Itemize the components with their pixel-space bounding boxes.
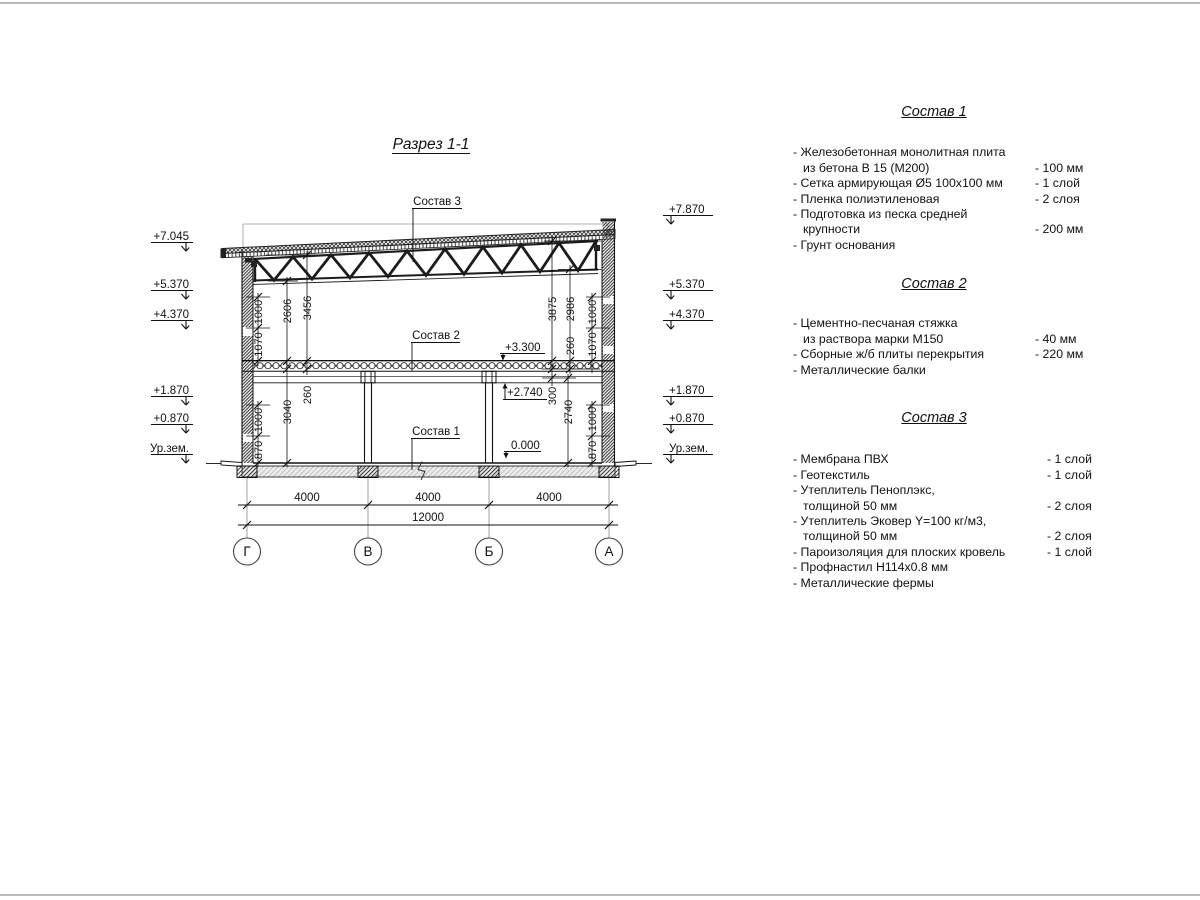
row-value: - 2 слоя xyxy=(1047,529,1092,544)
composition-row xyxy=(793,316,1111,331)
dim-left-lower-1000: 1000 xyxy=(253,407,265,433)
section-drawing xyxy=(0,0,770,600)
dim-left-lower-870: 870 xyxy=(253,440,265,460)
level-slab-top-text: +3.300 xyxy=(505,342,541,354)
composition-row xyxy=(793,576,1111,591)
composition-2-title: Состав 2 xyxy=(901,276,967,292)
row-value: - 1 слой xyxy=(1047,452,1092,467)
right-elevation-marks xyxy=(663,204,713,463)
left-wall xyxy=(242,249,253,466)
row-text: - Грунт основания xyxy=(793,237,896,252)
left-mark-4: +0.870 xyxy=(153,413,189,425)
row-text: крупности xyxy=(803,222,861,237)
composition-row xyxy=(793,499,1111,514)
right-mark-2: +4.370 xyxy=(669,309,705,321)
row-text: - Профнастил Н114х0.8 мм xyxy=(793,560,949,575)
composition-row xyxy=(793,332,1111,347)
row-text: - Утеплитель Пеноплэкс, xyxy=(793,483,935,498)
composition-row xyxy=(793,238,1111,253)
truss-bearing-right xyxy=(594,245,600,251)
dim-right-upper-3875: 3875 xyxy=(547,296,559,322)
composition-row xyxy=(793,161,1111,176)
axis-a: А xyxy=(604,544,614,559)
row-text: - Сборные ж/б плиты перекрытия xyxy=(793,347,985,362)
row-text: из раствора марки М150 xyxy=(803,331,944,346)
sostav3-callout xyxy=(412,196,462,262)
ground xyxy=(206,461,652,480)
left-mark-3: +1.870 xyxy=(153,385,189,397)
composition-1 xyxy=(793,105,1111,253)
truss-bearing-left xyxy=(251,261,257,267)
row-value: - 100 мм xyxy=(1035,160,1084,175)
dim-left-upper-3456: 3456 xyxy=(302,295,314,321)
beam-column-axis-v xyxy=(361,371,375,463)
bottom-dimensions xyxy=(238,478,618,538)
level-ceiling-text: +2.740 xyxy=(507,387,543,399)
dim-right-upper-1000: 1000 xyxy=(587,299,599,325)
dim-right-upper-1070: 1070 xyxy=(587,332,599,357)
row-text: - Мембрана ПВХ xyxy=(793,452,889,467)
axis-bubbles xyxy=(234,538,623,565)
dim-left-upper-1000: 1000 xyxy=(253,299,265,325)
row-text: - Цементно-песчаная стяжка xyxy=(793,316,958,331)
left-mark-2: +4.370 xyxy=(153,309,189,321)
row-text: толщиной 50 мм xyxy=(803,529,898,544)
dim-left-lower-260: 260 xyxy=(302,385,314,405)
dim-right-lower-300: 300 xyxy=(547,386,559,406)
roof-edge-cap xyxy=(221,248,227,258)
dim-right-lower-870: 870 xyxy=(587,440,599,460)
composition-row xyxy=(793,222,1111,237)
sostav2-label: Состав 2 xyxy=(412,330,460,342)
row-text: - Металлические фермы xyxy=(793,575,934,590)
dim-span-2: 4000 xyxy=(415,492,441,504)
row-text: - Металлические балки xyxy=(793,362,926,377)
row-text: - Железобетонная монолитная плита xyxy=(793,145,1006,160)
right-mark-1: +5.370 xyxy=(669,279,705,291)
left-mark-0: +7.045 xyxy=(153,231,189,243)
row-text: - Подготовка из песка средней xyxy=(793,207,968,222)
right-mark-0: +7.870 xyxy=(669,204,705,216)
dim-left-upper-2606: 2606 xyxy=(282,298,294,324)
level-ceiling xyxy=(503,383,548,400)
dim-right-lower-1000: 1000 xyxy=(587,406,599,432)
row-text: - Сетка армирующая Ø5 100х100 мм xyxy=(793,176,1003,191)
eaves-bracket xyxy=(245,258,252,263)
left-mark-1: +5.370 xyxy=(153,279,189,291)
composition-row xyxy=(793,545,1111,560)
section-title-text: Разрез 1-1 xyxy=(392,136,470,153)
dim-span-1: 4000 xyxy=(294,492,320,504)
level-floor-text: 0.000 xyxy=(511,440,540,452)
axis-g: Г xyxy=(243,544,251,559)
row-value: - 1 слой xyxy=(1047,544,1092,559)
dim-right-upper-2986: 2986 xyxy=(565,296,577,322)
row-text: - Геотекстиль xyxy=(793,467,870,482)
composition-row xyxy=(793,207,1111,222)
sostav1-label: Состав 1 xyxy=(412,426,460,438)
left-elevation-marks xyxy=(150,231,193,463)
composition-3 xyxy=(793,411,1111,591)
dim-right-lower-2740: 2740 xyxy=(563,399,575,425)
dim-span-3: 4000 xyxy=(536,492,562,504)
composition-row xyxy=(793,452,1111,467)
row-text: - Пленка полиэтиленовая xyxy=(793,191,940,206)
right-mark-4: +0.870 xyxy=(669,413,705,425)
row-text: толщиной 50 мм xyxy=(803,498,898,513)
composition-row xyxy=(793,145,1111,160)
dim-left-upper-1070: 1070 xyxy=(253,332,265,357)
composition-row xyxy=(793,176,1111,191)
right-mark-3: +1.870 xyxy=(669,385,705,397)
row-value: - 2 слоя xyxy=(1035,191,1080,206)
composition-1-title: Состав 1 xyxy=(901,104,967,120)
left-mark-5: Ур.зем. xyxy=(149,443,189,455)
row-value: - 200 мм xyxy=(1035,222,1084,237)
composition-row xyxy=(793,560,1111,575)
right-wall xyxy=(601,219,617,467)
composition-row xyxy=(793,483,1111,498)
parapet-cap xyxy=(601,219,617,222)
composition-row xyxy=(793,514,1111,529)
row-text: - Утеплитель Эковер Y=100 кг/м3, xyxy=(793,514,987,529)
dim-total: 12000 xyxy=(412,512,444,524)
sheet-bottom-edge xyxy=(0,894,1200,896)
row-text: - Пароизоляция для плоских кровель xyxy=(793,544,1006,559)
composition-3-title: Состав 3 xyxy=(901,410,967,426)
row-value: - 220 мм xyxy=(1035,347,1084,362)
row-value: - 40 мм xyxy=(1035,331,1077,346)
axis-b: Б xyxy=(484,544,494,559)
composition-row xyxy=(793,347,1111,362)
row-value: - 1 слой xyxy=(1047,467,1092,482)
composition-row xyxy=(793,529,1111,544)
dim-right-upper-260: 260 xyxy=(565,336,577,356)
beam-column-axis-b xyxy=(482,371,496,463)
axis-v: В xyxy=(363,544,373,559)
right-mark-5: Ур.зем. xyxy=(669,443,709,455)
level-floor xyxy=(504,440,542,459)
composition-row xyxy=(793,192,1111,207)
row-text: из бетона В 15 (М200) xyxy=(803,160,930,175)
dim-left-lower-3040: 3040 xyxy=(282,399,294,425)
composition-row xyxy=(793,468,1111,483)
sostav3-label: Состав 3 xyxy=(413,196,461,208)
row-value: - 1 слой xyxy=(1035,176,1080,191)
composition-row xyxy=(793,363,1111,378)
composition-2 xyxy=(793,277,1111,378)
level-slab-top xyxy=(500,342,545,361)
row-value: - 2 слоя xyxy=(1047,498,1092,513)
drawing-title xyxy=(392,136,470,154)
floor-slab xyxy=(242,361,615,383)
